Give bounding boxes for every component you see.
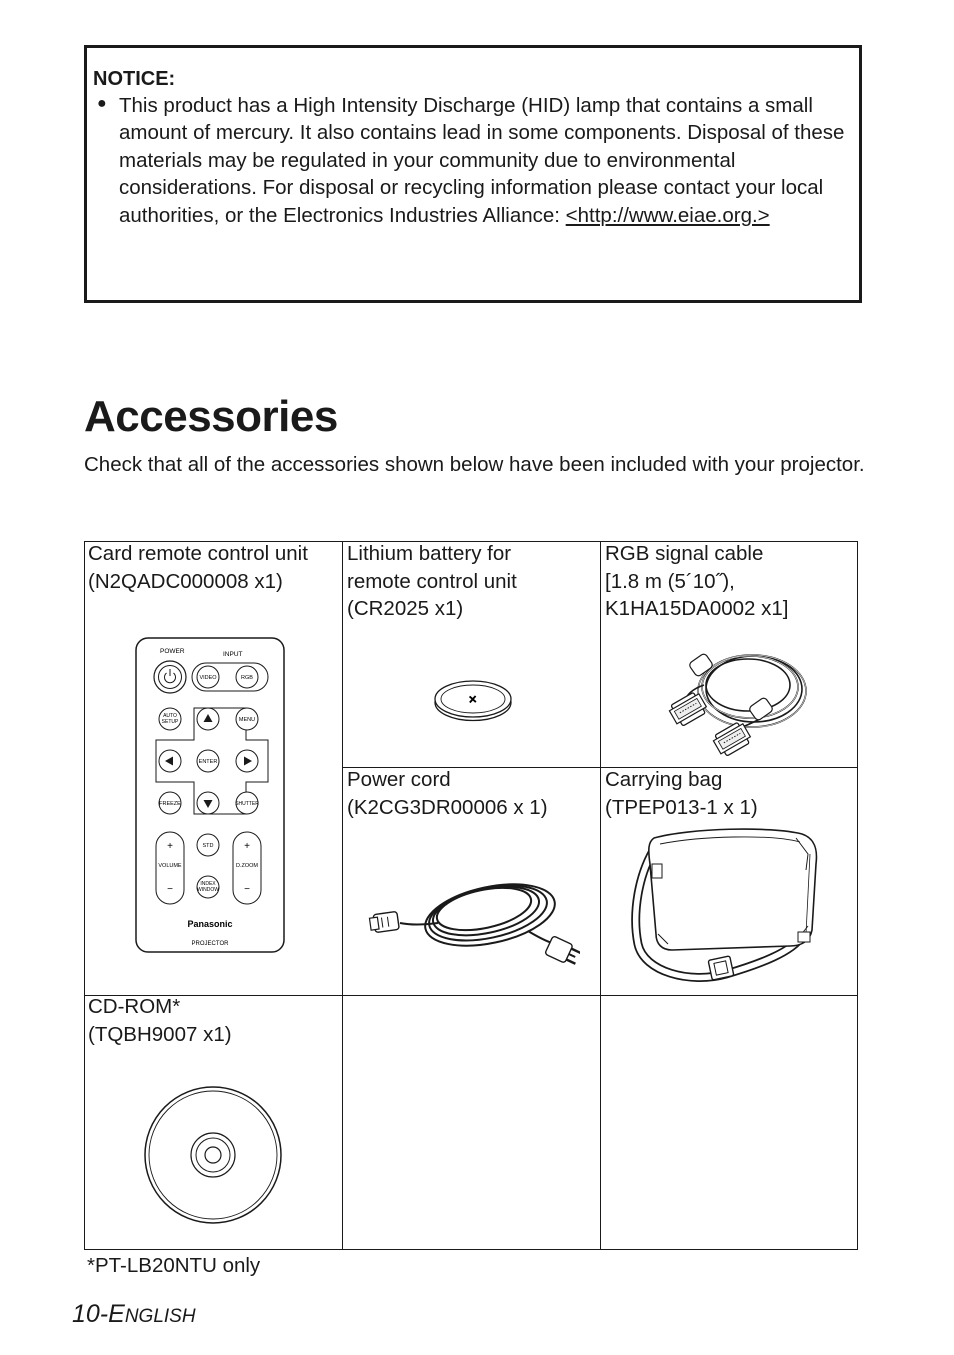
notice-title: NOTICE: [93, 68, 176, 90]
freeze-button-label: FREEZE [159, 801, 181, 807]
cd-rom-illustration [142, 1084, 284, 1226]
remote-name: Card remote control unit [88, 542, 308, 565]
dzoom-minus: − [244, 884, 250, 895]
video-button-label: VIDEO [199, 675, 217, 681]
bullet-icon: ● [97, 95, 107, 112]
battery-part: (CR2025 x1) [347, 597, 464, 620]
page-title: Accessories [84, 392, 338, 441]
remote-control-illustration [134, 636, 286, 954]
enter-button-label: ENTER [198, 759, 218, 765]
right-button [236, 750, 258, 772]
cdrom-label [88, 993, 232, 1048]
power-cord-name: Power cord [347, 768, 451, 791]
bag-name: Carrying bag [605, 768, 723, 791]
auto-setup-button [159, 708, 181, 730]
up-button [197, 708, 219, 730]
table-border-left [84, 541, 85, 1250]
page-number-value: 10- [72, 1300, 109, 1328]
rgb-cable-illustration [652, 645, 812, 757]
rgb-cable-part: K1HA15DA0002 x1] [605, 597, 789, 620]
rgb-button [236, 666, 258, 688]
accessories-table [84, 541, 858, 1250]
rgb-cable-length: [1.8 m (5´10˝), [605, 569, 735, 593]
auto-setup-label-1: AUTO [163, 713, 177, 719]
index-window-button [197, 876, 219, 898]
eia-link[interactable]: <http://www.eiae.org.> [565, 203, 770, 227]
table-border-bottom [84, 1249, 858, 1250]
page-lang-initial: E [108, 1300, 125, 1328]
page-lang-rest: NGLISH [124, 1306, 196, 1327]
volume-label: VOLUME [158, 863, 182, 869]
power-cord-part: (K2CG3DR00006 x 1) [347, 795, 548, 819]
rgb-cable-name: RGB signal cable [605, 542, 764, 565]
remote-power-label: POWER [160, 648, 185, 655]
notice-body: This product has a High Intensity Discharge (HID) lamp that contains a small amount of mercury. It also contains lead in some components. Disposal of these materials may be regulated in your community due to environmental considerations. For disposal or recycling information please contact your local authorities, or the Electronics Industries Alliance: [119, 94, 845, 227]
down-button [197, 792, 219, 814]
intro-text: Check that all of the accessories shown below have been included with your projector. [84, 453, 865, 476]
auto-setup-label-2: SETUP [161, 719, 179, 725]
dzoom-rocker [233, 832, 261, 904]
enter-button [197, 750, 219, 772]
battery-plus-mark: + [462, 688, 483, 710]
menu-button [236, 708, 258, 730]
std-button [197, 834, 219, 856]
left-button [159, 750, 181, 772]
dzoom-label: D.ZOOM [236, 863, 258, 869]
remote-input-label: INPUT [223, 651, 243, 658]
video-button [197, 666, 219, 688]
table-divider-col1 [342, 541, 343, 1250]
remote-label [88, 540, 308, 595]
table-border-right [857, 541, 858, 1250]
volume-minus: − [167, 884, 173, 895]
power-cord-label [347, 766, 548, 821]
cdrom-name: CD-ROM* [88, 995, 181, 1018]
carrying-bag-illustration [630, 824, 830, 990]
index-label-2: WINDOW [197, 887, 219, 893]
volume-rocker [156, 832, 184, 904]
bag-part: (TPEP013-1 x 1) [605, 795, 758, 819]
power-cord-illustration [368, 869, 580, 965]
shutter-button-label: SHUTTER [235, 801, 259, 807]
volume-plus: + [167, 841, 173, 852]
notice-box [84, 45, 862, 303]
cdrom-part: (TQBH9007 x1) [88, 1022, 232, 1046]
rgb-button-label: RGB [241, 675, 253, 681]
bag-label [605, 766, 758, 821]
notice-text [119, 92, 854, 229]
remote-brand-logo: Panasonic [187, 919, 233, 929]
table-divider-col2 [600, 541, 601, 1250]
remote-part: (N2QADC000008 x1) [88, 569, 283, 593]
remote-projector-label: PROJECTOR [191, 941, 229, 947]
vga-connector-1 [667, 690, 708, 728]
battery-name-2: remote control unit [347, 569, 517, 593]
rgb-cable-label [605, 540, 788, 623]
footnote: *PT-LB20NTU only [87, 1254, 261, 1277]
menu-button-label: MENU [238, 717, 256, 723]
std-button-label: STD [202, 843, 214, 849]
battery-label [347, 540, 517, 623]
dzoom-plus: + [244, 841, 250, 852]
index-label-1: INDEX [200, 881, 216, 887]
page-number [72, 1300, 196, 1329]
iec-connector [369, 911, 399, 933]
lithium-battery-illustration [432, 678, 514, 724]
freeze-button [159, 792, 181, 814]
wall-plug [545, 936, 580, 965]
battery-name: Lithium battery for [347, 542, 512, 565]
